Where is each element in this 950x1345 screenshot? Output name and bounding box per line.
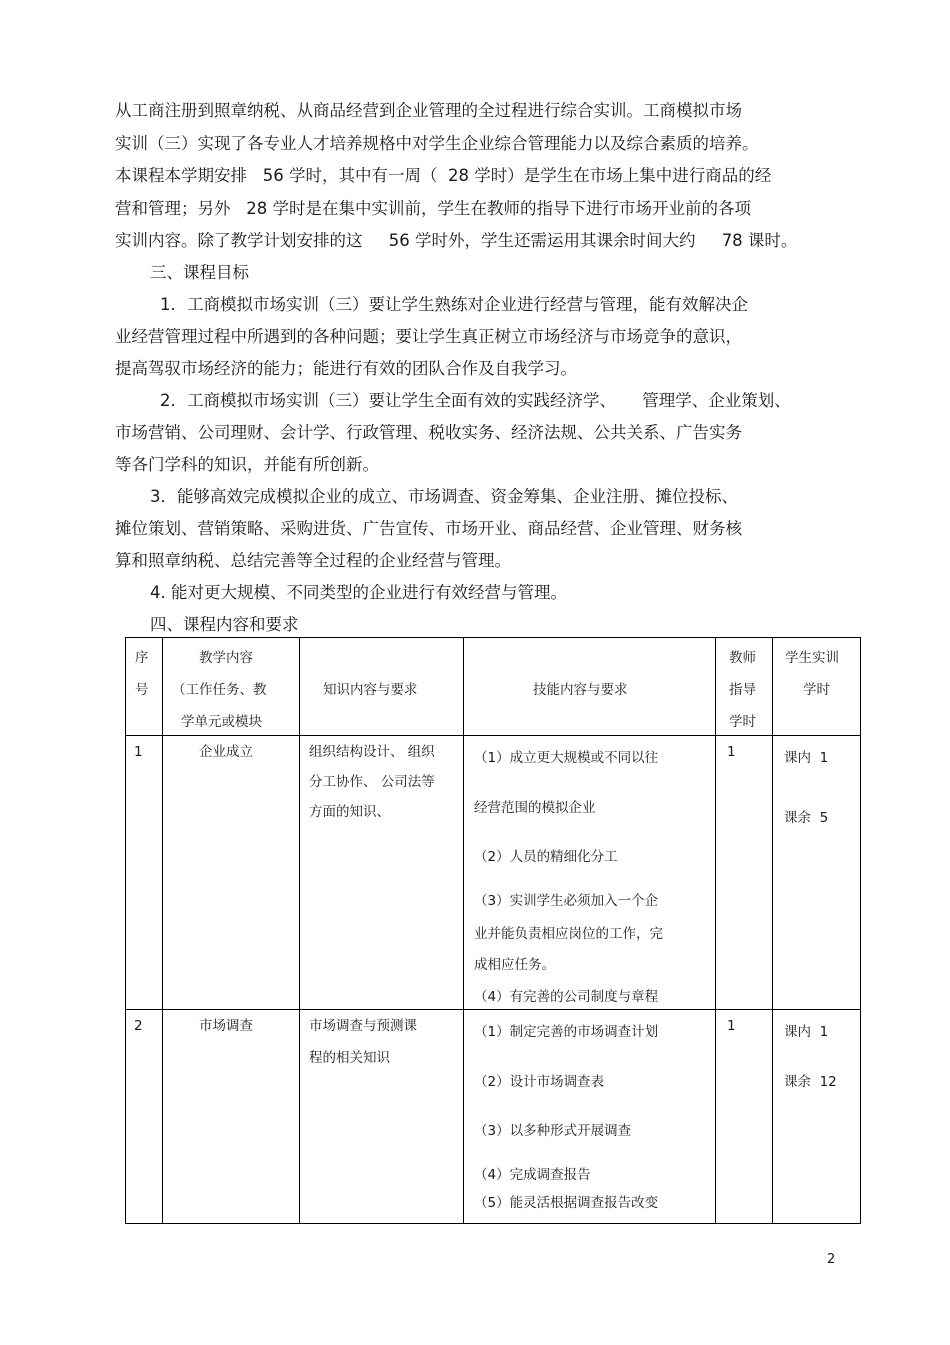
header-knowledge bbox=[300, 638, 464, 736]
row-student-hours bbox=[773, 736, 861, 1010]
row-teacher-hours bbox=[716, 736, 773, 1010]
header-student-hours bbox=[773, 638, 861, 736]
cell-text: 市场调查 bbox=[199, 1018, 253, 1034]
paragraph-line: 实训内容。除了教学计划安排的这 56 学时外，学生还需运用其课余时间大约 78 课时。 bbox=[115, 231, 798, 250]
row-seq bbox=[126, 736, 163, 1010]
cell-text: 业并能负责相应岗位的工作，完 bbox=[474, 926, 663, 942]
cell-text: 程的相关知识 bbox=[309, 1050, 390, 1066]
header-teacher-hours bbox=[716, 638, 773, 736]
header-text: 知识内容与要求 bbox=[323, 682, 418, 698]
header-seq bbox=[126, 638, 163, 736]
paragraph-line: 摊位策划、营销策略、采购进货、广告宣传、市场开业、商品经营、企业管理、财务核 bbox=[115, 519, 742, 538]
header-text: 号 bbox=[135, 682, 149, 698]
header-text: 学时 bbox=[729, 714, 756, 730]
header-text: （工作任务、教 bbox=[172, 682, 267, 698]
row-skills bbox=[464, 1010, 716, 1224]
paragraph-line: 等各门学科的知识，并能有所创新。 bbox=[115, 455, 379, 474]
row-knowledge bbox=[300, 1010, 464, 1224]
cell-text: （4）有完善的公司制度与章程 bbox=[474, 989, 659, 1005]
cell-text: （3）以多种形式开展调查 bbox=[474, 1123, 632, 1139]
section-heading: 四、课程内容和要求 bbox=[150, 615, 299, 634]
header-text: 学单元或模块 bbox=[181, 714, 262, 730]
paragraph-line: 从工商注册到照章纳税、从商品经营到企业管理的全过程进行综合实训。工商模拟市场 bbox=[115, 101, 742, 120]
cell-text: 市场调查与预测课 bbox=[309, 1018, 417, 1034]
header-text: 序 bbox=[135, 650, 149, 666]
cell-text: 企业成立 bbox=[199, 744, 253, 760]
course-content-table bbox=[125, 637, 861, 1224]
header-text: 技能内容与要求 bbox=[533, 682, 628, 698]
cell-text: 课内 1 bbox=[784, 750, 829, 766]
table-row bbox=[126, 1010, 861, 1224]
row-student-hours bbox=[773, 1010, 861, 1224]
table-header-row bbox=[126, 638, 861, 736]
paragraph-line: 4. 能对更大规模、不同类型的企业进行有效经营与管理。 bbox=[150, 583, 567, 602]
cell-text: （2）人员的精细化分工 bbox=[474, 849, 618, 865]
cell-text: （3）实训学生必须加入一个企 bbox=[474, 893, 659, 909]
cell-text: 2 bbox=[134, 1018, 143, 1034]
page-number: 2 bbox=[827, 1252, 836, 1267]
cell-text: （1）制定完善的市场调查计划 bbox=[474, 1024, 659, 1040]
paragraph-line: 业经营管理过程中所遇到的各种问题；要让学生真正树立市场经济与市场竞争的意识， bbox=[115, 327, 742, 346]
row-teacher-hours bbox=[716, 1010, 773, 1224]
cell-text: 课内 1 bbox=[784, 1024, 829, 1040]
cell-text: 组织结构设计、 组织 bbox=[309, 744, 435, 760]
cell-text: （2）设计市场调查表 bbox=[474, 1074, 605, 1090]
cell-text: （5）能灵活根据调查报告改变 bbox=[474, 1195, 659, 1211]
paragraph-line: 提高驾驭市场经济的能力；能进行有效的团队合作及自我学习。 bbox=[115, 359, 577, 378]
cell-text: 方面的知识、 bbox=[309, 804, 390, 820]
row-content bbox=[163, 736, 300, 1010]
cell-text: 课余 5 bbox=[784, 810, 829, 826]
header-text: 指导 bbox=[729, 682, 756, 698]
paragraph-line: 市场营销、公司理财、会计学、行政管理、税收实务、经济法规、公共关系、广告实务 bbox=[115, 423, 742, 442]
header-text: 学生实训 bbox=[785, 650, 839, 666]
cell-text: 1 bbox=[727, 1018, 736, 1034]
row-seq bbox=[126, 1010, 163, 1224]
row-knowledge bbox=[300, 736, 464, 1010]
header-text: 教学内容 bbox=[199, 650, 253, 666]
paragraph-line: 2．工商模拟市场实训（三）要让学生全面有效的实践经济学、 管理学、企业策划、 bbox=[160, 391, 791, 410]
header-text: 教师 bbox=[729, 650, 756, 666]
cell-text: 成相应任务。 bbox=[474, 957, 555, 973]
section-heading: 三、课程目标 bbox=[150, 263, 249, 282]
paragraph-line: 实训（三）实现了各专业人才培养规格中对学生企业综合管理能力以及综合素质的培养。 bbox=[115, 134, 759, 153]
header-text: 学时 bbox=[803, 682, 830, 698]
row-skills bbox=[464, 736, 716, 1010]
cell-text: 分工协作、 公司法等 bbox=[309, 774, 435, 790]
cell-text: 1 bbox=[134, 744, 143, 760]
cell-text: （1）成立更大规模或不同以往 bbox=[474, 750, 659, 766]
table-row bbox=[126, 736, 861, 1010]
paragraph-line: 1．工商模拟市场实训（三）要让学生熟练对企业进行经营与管理，能有效解决企 bbox=[160, 295, 748, 314]
cell-text: 课余 12 bbox=[784, 1074, 837, 1090]
paragraph-line: 营和管理；另外 28 学时是在集中实训前，学生在教师的指导下进行市场开业前的各项 bbox=[115, 199, 751, 218]
header-content bbox=[163, 638, 300, 736]
cell-text: （4）完成调查报告 bbox=[474, 1167, 591, 1183]
paragraph-line: 本课程本学期安排 56 学时，其中有一周（ 28 学时）是学生在市场上集中进行商品的经 bbox=[115, 166, 772, 185]
paragraph-line: 算和照章纳税、总结完善等全过程的企业经营与管理。 bbox=[115, 551, 511, 570]
header-skill bbox=[464, 638, 716, 736]
paragraph-line: 3．能够高效完成模拟企业的成立、市场调查、资金筹集、企业注册、摊位投标、 bbox=[150, 487, 738, 506]
cell-text: 经营范围的模拟企业 bbox=[474, 800, 596, 816]
cell-text: 1 bbox=[727, 744, 736, 760]
row-content bbox=[163, 1010, 300, 1224]
